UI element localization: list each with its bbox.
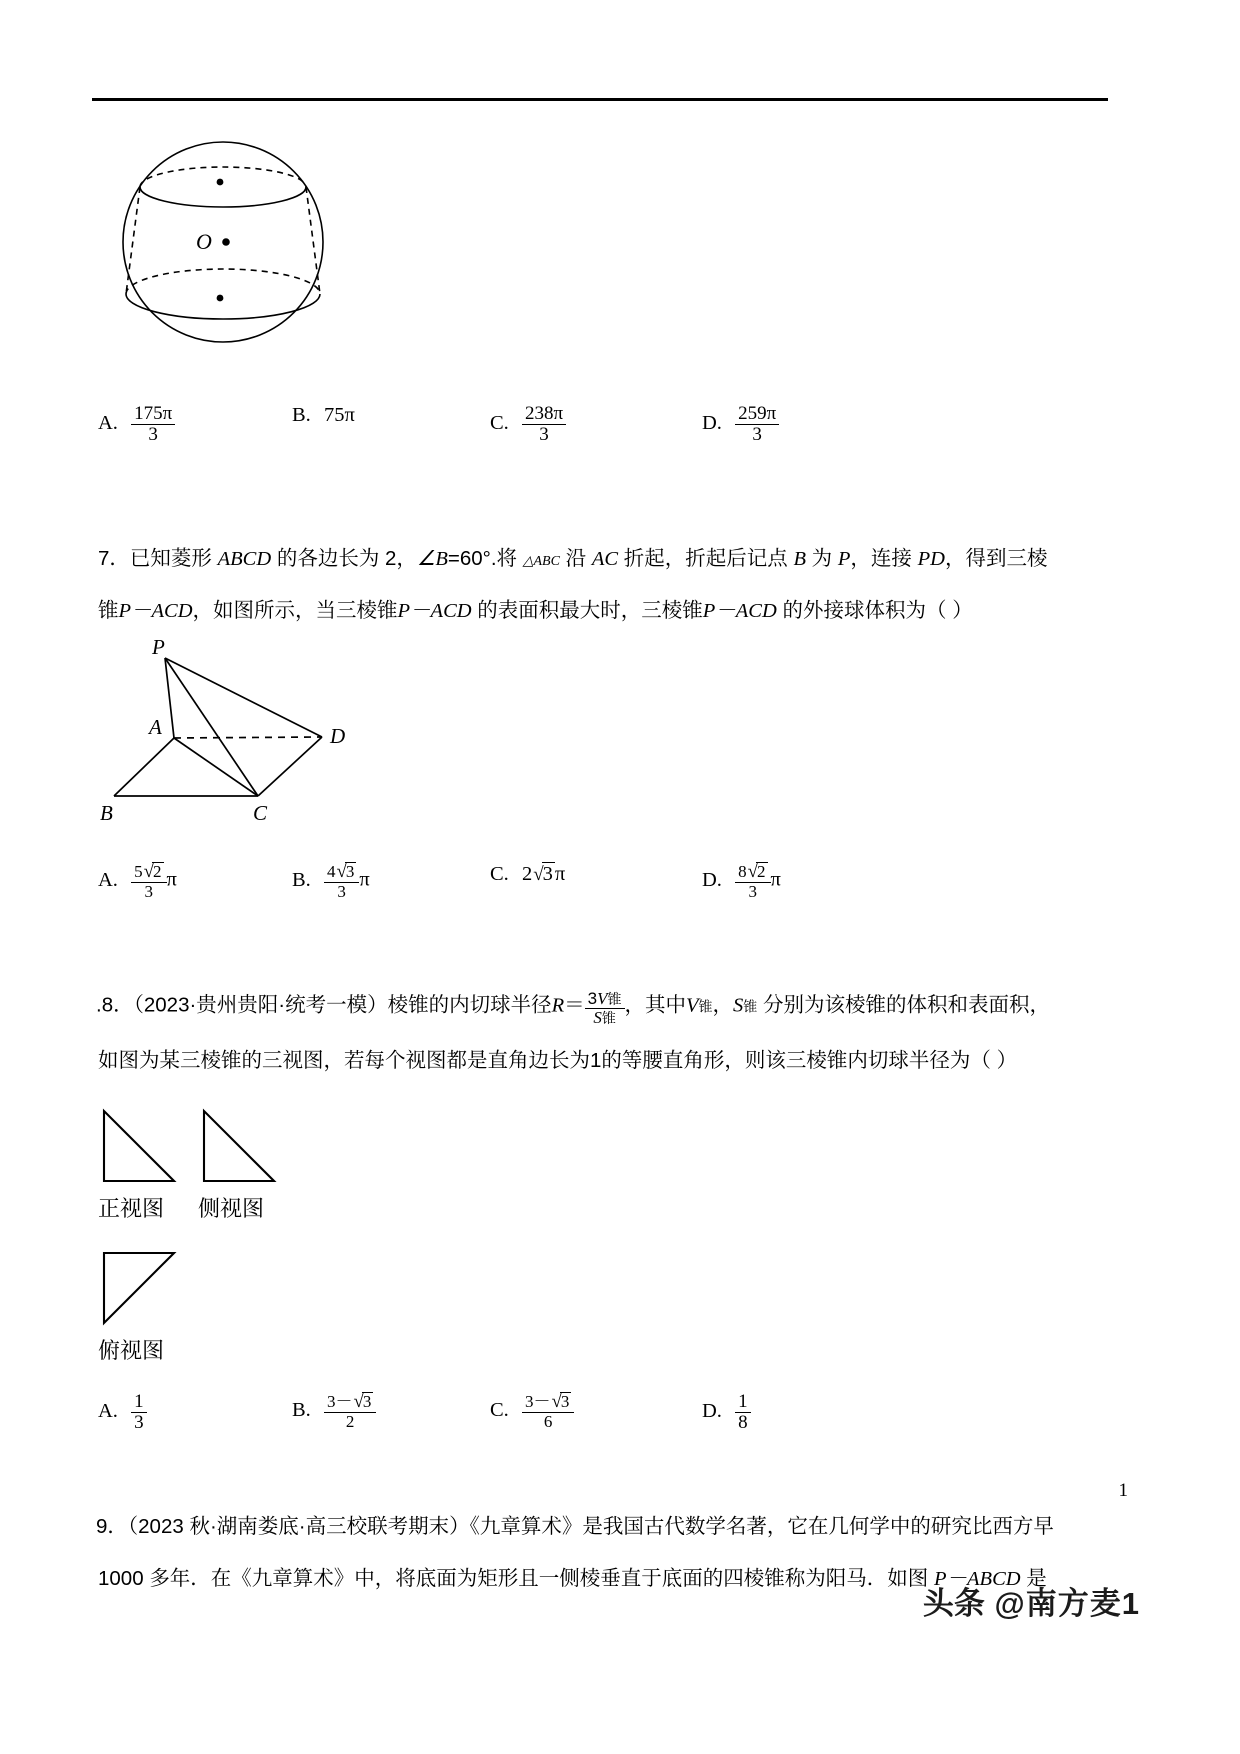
- q7-option-c-label: C.: [490, 863, 509, 885]
- sqrt-icon: √3: [353, 1391, 372, 1412]
- q7-l1-d: .将: [490, 547, 523, 570]
- q7-point-b: B: [793, 548, 806, 570]
- q6-option-b-value: 75π: [323, 404, 355, 426]
- q6-option-b-label: B.: [292, 404, 311, 426]
- q8-option-b[interactable]: [292, 1392, 376, 1431]
- q8-option-a-numerator: 1: [134, 1391, 144, 1412]
- q7-ac: AC: [591, 548, 619, 570]
- q6-option-a-numerator: 175π: [134, 403, 173, 424]
- q8-option-a-value: [131, 1392, 147, 1433]
- q8-opt-b-left: 3－: [326, 1392, 353, 1411]
- frustum-right-edge: [306, 187, 320, 294]
- q8-option-b-label: B.: [292, 1398, 311, 1421]
- q7-option-d-value: [735, 862, 770, 901]
- q7-option-b-value: [324, 862, 359, 901]
- q8-formula-numerator: [585, 990, 625, 1008]
- q9-number: 9．: [96, 1515, 128, 1538]
- q6-option-a[interactable]: [98, 404, 175, 445]
- bottom-center-dot: [217, 295, 224, 302]
- q8-source: （2023·贵州贵阳·统考一模）: [133, 993, 388, 1017]
- q8-option-c[interactable]: [490, 1392, 574, 1431]
- q9-l2-c: 是: [1020, 1567, 1047, 1590]
- q8-l1-d: 分别为该棱锥的体积和表面积，: [757, 993, 1050, 1017]
- q7-point-p: P: [837, 548, 851, 570]
- q7-number: 7．: [98, 547, 130, 570]
- q7-option-b-numerator: [324, 862, 359, 882]
- q7-option-a-denominator: 3: [131, 882, 166, 901]
- q7-opt-a-coef: 5: [134, 862, 143, 881]
- q7-l2-b: ，如图所示，当三棱锥: [192, 599, 398, 622]
- q7-abcd: ABCD: [217, 548, 272, 570]
- q8-eq: ＝: [564, 993, 585, 1017]
- q8-option-a[interactable]: [98, 1392, 147, 1433]
- watermark-prefix: 头条: [922, 1586, 985, 1621]
- q6-option-c-label: C.: [490, 411, 509, 434]
- q8-volume-symbol: V: [686, 994, 699, 1017]
- front-view-triangle: [100, 1108, 178, 1186]
- tetrahedron-svg: [88, 640, 418, 825]
- sphere-frustum-svg: [108, 126, 338, 358]
- q7-opt-c-coef: 2: [521, 863, 533, 885]
- q8-opt-c-root: 3: [560, 1392, 570, 1411]
- q9-l2-b: 多年．在《九章算术》中，将底面为矩形且一侧棱垂直于底面的四棱锥称为阳马．如图: [149, 1567, 935, 1590]
- vertex-label-c: C: [253, 801, 268, 825]
- edge-p-c: [165, 658, 258, 796]
- top-center-dot: [217, 179, 224, 186]
- q6-option-b[interactable]: [292, 404, 355, 427]
- q7-option-a-value: [131, 862, 166, 901]
- q8-surface-sub: 锥: [743, 998, 758, 1015]
- top-view-figure: [100, 1250, 178, 1328]
- q6-option-c-numerator: 238π: [524, 403, 564, 424]
- q7-option-d-label: D.: [702, 868, 722, 891]
- q8-text-line1: [96, 990, 1050, 1027]
- q6-option-d-value: [735, 404, 779, 445]
- sqrt-icon: √3: [551, 1391, 570, 1412]
- q6-option-d-label: D.: [702, 411, 722, 434]
- front-view-label: 正视图: [98, 1196, 165, 1221]
- q8-option-a-denominator: 3: [131, 1412, 147, 1433]
- q8-text-line2: 如图为某三棱锥的三视图，若每个视图都是直角边长为1的等腰直角形，则该三棱锥内切球半径为（ ）: [98, 1049, 1018, 1072]
- q9-text-line1: [96, 1516, 1054, 1539]
- q7-angle-b: ∠B: [416, 548, 448, 570]
- watermark: [923, 1578, 1140, 1623]
- q7-pacd-2: P－ACD: [397, 600, 472, 622]
- top-view-triangle: [100, 1250, 178, 1328]
- q7-l1-a: 已知菱形: [129, 547, 218, 570]
- q7-option-d-suffix: π: [770, 868, 781, 891]
- q6-option-d-denominator: 3: [735, 424, 779, 445]
- q6-option-a-value: [131, 404, 175, 445]
- q9-pabcd: P－ABCD: [934, 1568, 1021, 1590]
- q7-option-b-suffix: π: [359, 868, 370, 891]
- q7-option-c[interactable]: [490, 862, 565, 886]
- q7-l2-d: 的外接球体积为（ ）: [776, 599, 973, 622]
- q7-option-b-label: B.: [292, 868, 311, 891]
- q6-option-a-label: A.: [98, 411, 118, 434]
- top-circle-front-arc: [140, 187, 306, 207]
- q8-option-d-denominator: 8: [735, 1412, 751, 1433]
- q8-option-b-denominator: 2: [324, 1412, 376, 1431]
- q7-l1-h: ，连接: [850, 547, 918, 570]
- bottom-circle-back-arc: [126, 269, 320, 294]
- q7-triangle-abc: △ABC: [522, 554, 560, 569]
- q7-option-b[interactable]: [292, 862, 370, 901]
- q7-l1-f: 折起，折起后记点: [618, 547, 794, 570]
- q7-l1-e: 沿: [559, 547, 592, 570]
- q7-option-a-numerator: [131, 862, 166, 882]
- q8-radius-symbol: R: [551, 994, 565, 1017]
- q7-option-d-denominator: 3: [735, 882, 770, 901]
- vertex-label-b: B: [100, 801, 113, 825]
- q8-num-var: V: [597, 989, 608, 1008]
- sphere-center-dot: [222, 238, 230, 246]
- q7-option-c-value: [522, 863, 565, 885]
- q8-den-sub: 锥: [601, 1009, 616, 1026]
- q8-opt-b-root: 3: [362, 1392, 372, 1411]
- q7-opt-d-coef: 8: [738, 862, 747, 881]
- frustum-left-edge: [126, 187, 140, 294]
- top-view-label: 俯视图: [98, 1338, 165, 1363]
- q8-option-d-value: [735, 1392, 751, 1433]
- q7-pacd-1: P－ACD: [118, 600, 193, 622]
- q7-opt-c-root: 3: [542, 863, 553, 885]
- q9-text-line2: [98, 1568, 1047, 1591]
- q7-l2-a: 锥: [98, 599, 119, 622]
- q7-opt-d-root: 2: [757, 862, 766, 881]
- q8-option-d-numerator: 1: [738, 1391, 748, 1412]
- edge-a-d-hidden: [174, 737, 322, 738]
- header-rule: [92, 98, 1108, 101]
- sphere-with-inscribed-frustum-figure: [108, 126, 338, 358]
- vertex-label-p: P: [152, 640, 165, 659]
- q8-l1-c: ，: [712, 993, 734, 1017]
- q7-opt-a-root: 2: [153, 862, 162, 881]
- q8-option-c-numerator: [522, 1392, 574, 1412]
- q7-opt-b-coef: 4: [326, 862, 336, 881]
- top-circle-back-arc: [140, 167, 306, 187]
- sqrt-icon: √2: [143, 861, 162, 882]
- q7-l1-c: =60°: [447, 547, 491, 570]
- q8-l1-a: 棱锥的内切球半径: [387, 993, 552, 1017]
- q7-option-a-suffix: π: [166, 868, 177, 891]
- edge-a-b: [114, 738, 174, 796]
- q8-den-var: S: [593, 1007, 602, 1027]
- sphere-center-label: O: [196, 229, 212, 254]
- q7-option-a[interactable]: [98, 862, 177, 901]
- q7-option-b-denominator: 3: [324, 882, 359, 901]
- q8-option-c-label: C.: [490, 1398, 509, 1421]
- q6-option-c-value: [522, 404, 566, 445]
- edge-a-c: [174, 738, 258, 796]
- q7-text-line2: [98, 600, 973, 623]
- sqrt-icon: √3: [336, 861, 355, 882]
- sqrt-icon: √3: [533, 863, 553, 885]
- q6-option-d-numerator: 259π: [738, 403, 777, 424]
- q7-text-line1: [98, 548, 1047, 571]
- q7-opt-b-root: 3: [345, 862, 355, 881]
- q8-surface-symbol: S: [733, 994, 744, 1017]
- q7-pacd-3: P－ACD: [702, 600, 777, 622]
- page-number: 1: [1118, 1480, 1128, 1501]
- q7-l1-b: 的各边长为 2，: [271, 547, 417, 570]
- q6-option-d[interactable]: [702, 404, 779, 445]
- tetrahedron-p-acd-figure: [88, 640, 418, 825]
- q8-number: .8．: [96, 993, 134, 1017]
- q8-formula-denominator: [585, 1008, 625, 1027]
- vertex-label-d: D: [330, 724, 346, 748]
- q8-volume-sub: 锥: [698, 998, 713, 1015]
- q8-num-coef: 3: [587, 989, 598, 1008]
- q8-opt-c-left: 3－: [524, 1392, 551, 1411]
- q8-option-d[interactable]: [702, 1392, 751, 1433]
- sqrt-icon: √2: [747, 861, 766, 882]
- q8-option-b-value: [324, 1392, 376, 1431]
- q7-option-d-numerator: [735, 862, 770, 882]
- q9-l1-rest: 《九章算术》是我国古代数学名著，它在几何学中的研究比西方早: [469, 1515, 1054, 1538]
- q8-num-sub: 锥: [607, 991, 622, 1007]
- q8-option-d-label: D.: [702, 1399, 722, 1422]
- q6-option-a-denominator: 3: [131, 424, 175, 445]
- q7-l2-c: 的表面积最大时，三棱锥: [471, 599, 703, 622]
- q7-option-a-label: A.: [98, 868, 118, 891]
- q8-l1-b: ，其中: [624, 993, 687, 1017]
- q8-option-c-denominator: 6: [522, 1412, 574, 1431]
- vertex-label-a: A: [149, 715, 162, 739]
- q7-l1-i: ，得到三棱: [944, 547, 1048, 570]
- side-view-triangle: [200, 1108, 278, 1186]
- edge-p-d: [165, 658, 322, 737]
- q8-formula-fraction: [585, 990, 625, 1027]
- watermark-handle: @南方麦1: [994, 1586, 1140, 1621]
- q7-pd: PD: [917, 548, 945, 570]
- q9-source: （2023 秋·湖南娄底·高三校联考期末）: [127, 1515, 470, 1538]
- q8-option-a-label: A.: [98, 1399, 118, 1422]
- q8-option-c-value: [522, 1392, 574, 1431]
- side-view-figure: [200, 1108, 278, 1186]
- q7-l1-g: 为: [805, 547, 838, 570]
- q6-option-c-denominator: 3: [522, 424, 566, 445]
- edge-c-d: [258, 737, 322, 796]
- front-view-figure: [100, 1108, 178, 1186]
- q6-option-c[interactable]: [490, 404, 566, 445]
- side-view-label: 侧视图: [198, 1196, 265, 1221]
- q7-option-c-suffix: π: [554, 863, 566, 885]
- q9-l2-a: 1000: [98, 1567, 150, 1590]
- q8-option-b-numerator: [324, 1392, 376, 1412]
- q7-option-d[interactable]: [702, 862, 781, 901]
